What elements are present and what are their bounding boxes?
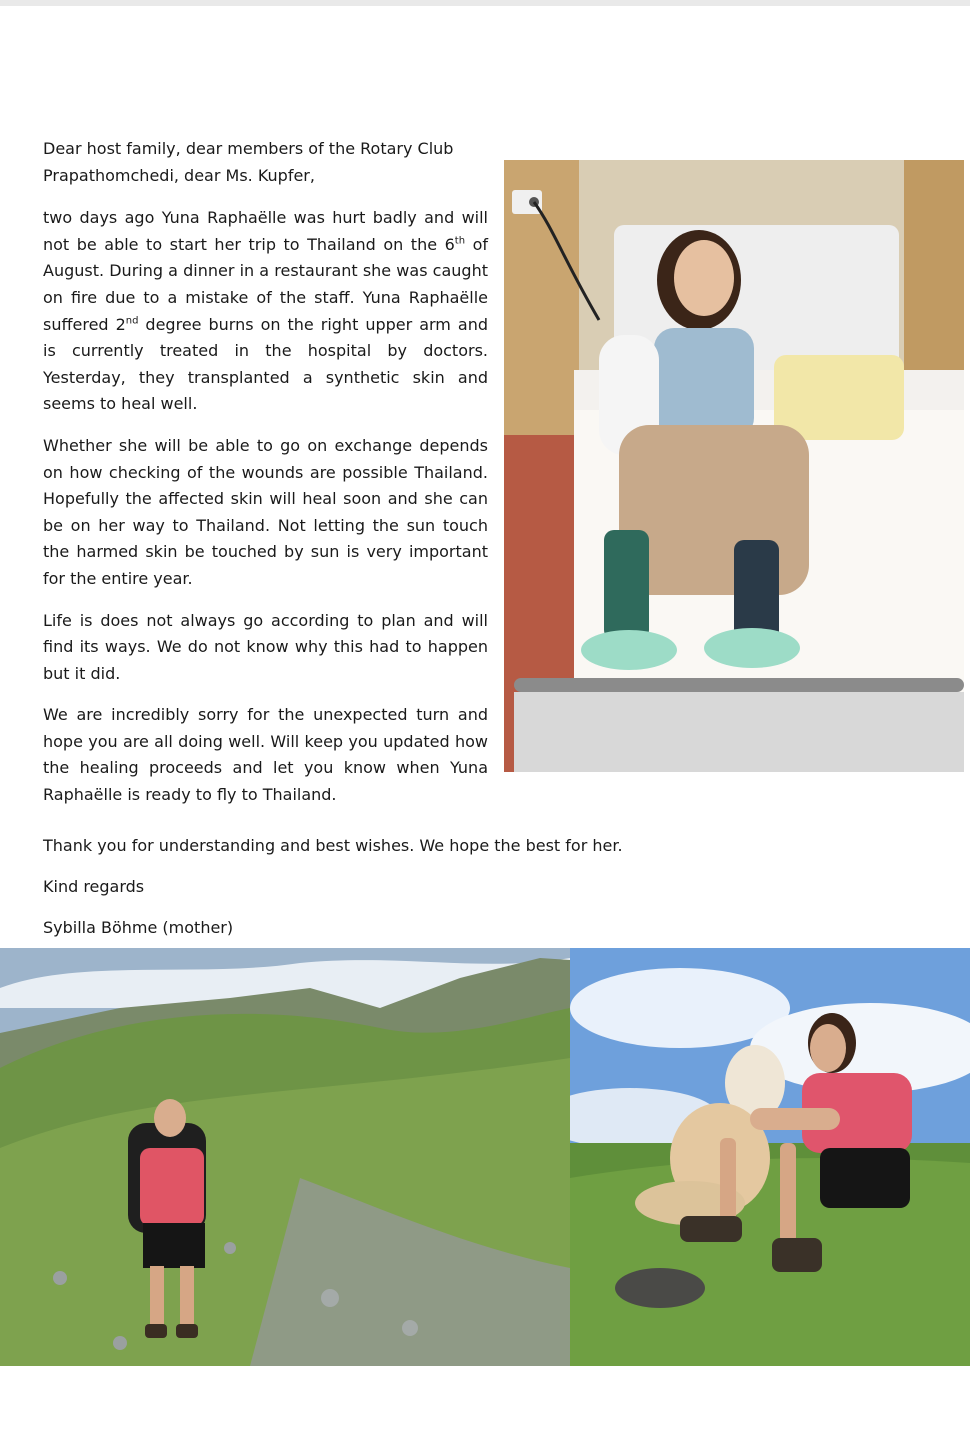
mountain-hiking-photo xyxy=(0,948,570,1366)
hospital-bed-photo xyxy=(504,160,964,772)
top-bar xyxy=(0,0,970,6)
p1-part-c: degree burns on the right upper arm and is currently treated in the hospital by doctors. Yesterday, they transplanted a synthetic skin and seems to heal well. xyxy=(43,314,488,414)
paragraph-4: We are incredibly sorry for the unexpected turn and hope you are all doing well. Will keep you updated how the healing proceeds and let you know when Yuna Raphaëlle is ready to fly to Thailand. xyxy=(43,705,488,805)
closing-line: Kind regards xyxy=(43,877,145,896)
sitting-with-dog-photo xyxy=(570,948,970,1366)
paragraph-2: Whether she will be able to go on exchange depends on how checking of the wounds are possible Thailand. Hopefully the affected skin will heal soon and she can be on her way to Thailand. Not letting the sun touch the harmed skin be touched by sun is very important for the entire year. xyxy=(43,435,488,588)
paragraph-3: Life is does not always go according to plan and will find its ways. We do not know why this had to happen but it did. xyxy=(43,610,488,683)
signature-line: Sybilla Böhme (mother) xyxy=(43,918,234,937)
paragraph-1 xyxy=(43,205,488,418)
thanks-line: Thank you for understanding and best wishes. We hope the best for her. xyxy=(43,836,623,855)
p1-sup-b: nd xyxy=(125,315,139,327)
greeting: Dear host family, dear members of the Rotary Club Prapathomchedi, dear Ms. Kupfer, xyxy=(43,139,454,185)
p1-part-b: of August. During a dinner in a restaurant she was caught on fire due to a mistake of the staff. Yuna Raphaëlle suffered 2 xyxy=(43,234,488,334)
p1-part-a: two days ago Yuna Raphaëlle was hurt badly and will not be able to start her trip to Thailand on the 6 xyxy=(43,208,488,254)
p1-sup-a: th xyxy=(454,235,466,247)
letter-body xyxy=(43,136,488,824)
